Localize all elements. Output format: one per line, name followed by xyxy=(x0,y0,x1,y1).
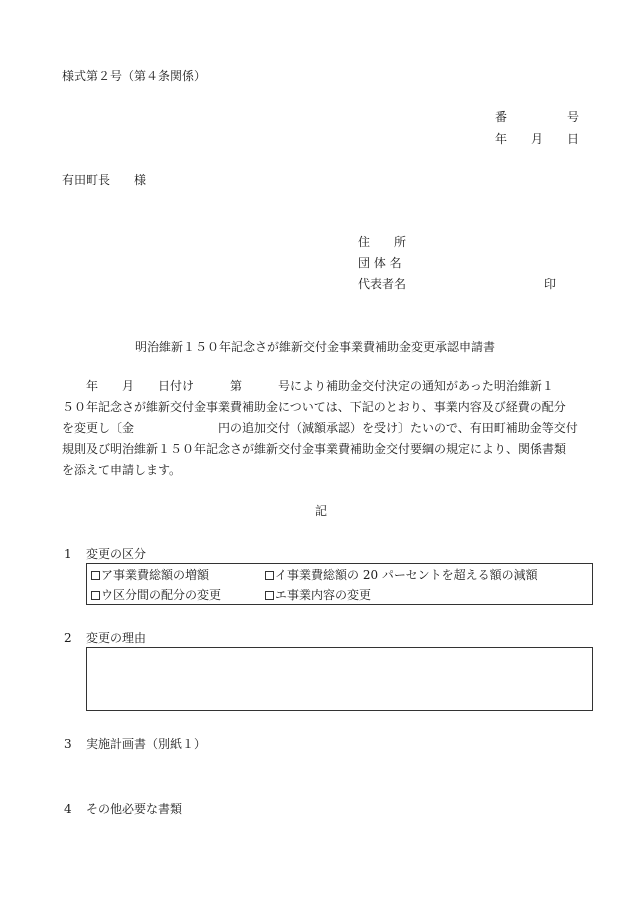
applicant-address-label: 住 所 xyxy=(358,235,407,249)
option-u[interactable] xyxy=(91,589,221,601)
body-line: ５０年記念さが維新交付金事業費補助金については、下記のとおり、事業内容及び経費の配分 xyxy=(62,400,566,414)
addressee: 有田町長 様 xyxy=(62,173,147,187)
form-label: 様式第２号（第４条関係） xyxy=(62,69,207,83)
section-3-number: 3 xyxy=(64,737,72,751)
change-options-box xyxy=(86,563,593,605)
applicant-organization-label: 団 体 名 xyxy=(358,256,402,270)
option-e-label: エ事業内容の変更 xyxy=(275,588,372,602)
option-u-checkbox[interactable] xyxy=(91,591,100,600)
document-date: 年 月 日 xyxy=(495,132,580,146)
section-3-title: 実施計画書（別紙１） xyxy=(86,737,207,751)
section-1-title: 変更の区分 xyxy=(86,547,147,561)
option-e-checkbox[interactable] xyxy=(265,591,274,600)
section-1-number: 1 xyxy=(64,547,72,561)
option-i-label: イ事業費総額の 20 パーセントを超える額の減額 xyxy=(275,568,538,582)
section-4-title: その他必要な書類 xyxy=(86,802,183,816)
option-a-label: ア事業費総額の増額 xyxy=(101,568,210,582)
change-reason-box[interactable] xyxy=(86,647,593,711)
option-a[interactable] xyxy=(91,569,209,581)
applicant-representative-label: 代表者名 xyxy=(358,277,407,291)
seal-mark: 印 xyxy=(544,277,557,291)
option-u-label: ウ区分間の配分の変更 xyxy=(101,588,222,602)
body-line: を変更し〔金 円の追加交付（減額承認）を受け〕たいので、有田町補助金等交付 xyxy=(62,421,578,435)
option-i[interactable] xyxy=(265,569,538,581)
option-i-checkbox[interactable] xyxy=(265,571,274,580)
section-2-number: 2 xyxy=(64,631,72,645)
section-2-title: 変更の理由 xyxy=(86,631,147,645)
document-title: 明治維新１５０年記念さが維新交付金事業費補助金変更承認申請書 xyxy=(135,340,496,354)
body-line: 年 月 日付け 第 号により補助金交付決定の通知があった明治維新１ xyxy=(62,379,554,393)
document-number: 番 号 xyxy=(495,110,580,124)
body-line: を添えて申請します。 xyxy=(62,463,182,477)
body-line: 規則及び明治維新１５０年記念さが維新交付金事業費補助金交付要綱の規定により、関係書類 xyxy=(62,442,567,456)
section-4-number: 4 xyxy=(64,802,72,816)
option-a-checkbox[interactable] xyxy=(91,571,100,580)
ki-heading: 記 xyxy=(315,504,328,518)
option-e[interactable] xyxy=(265,589,371,601)
